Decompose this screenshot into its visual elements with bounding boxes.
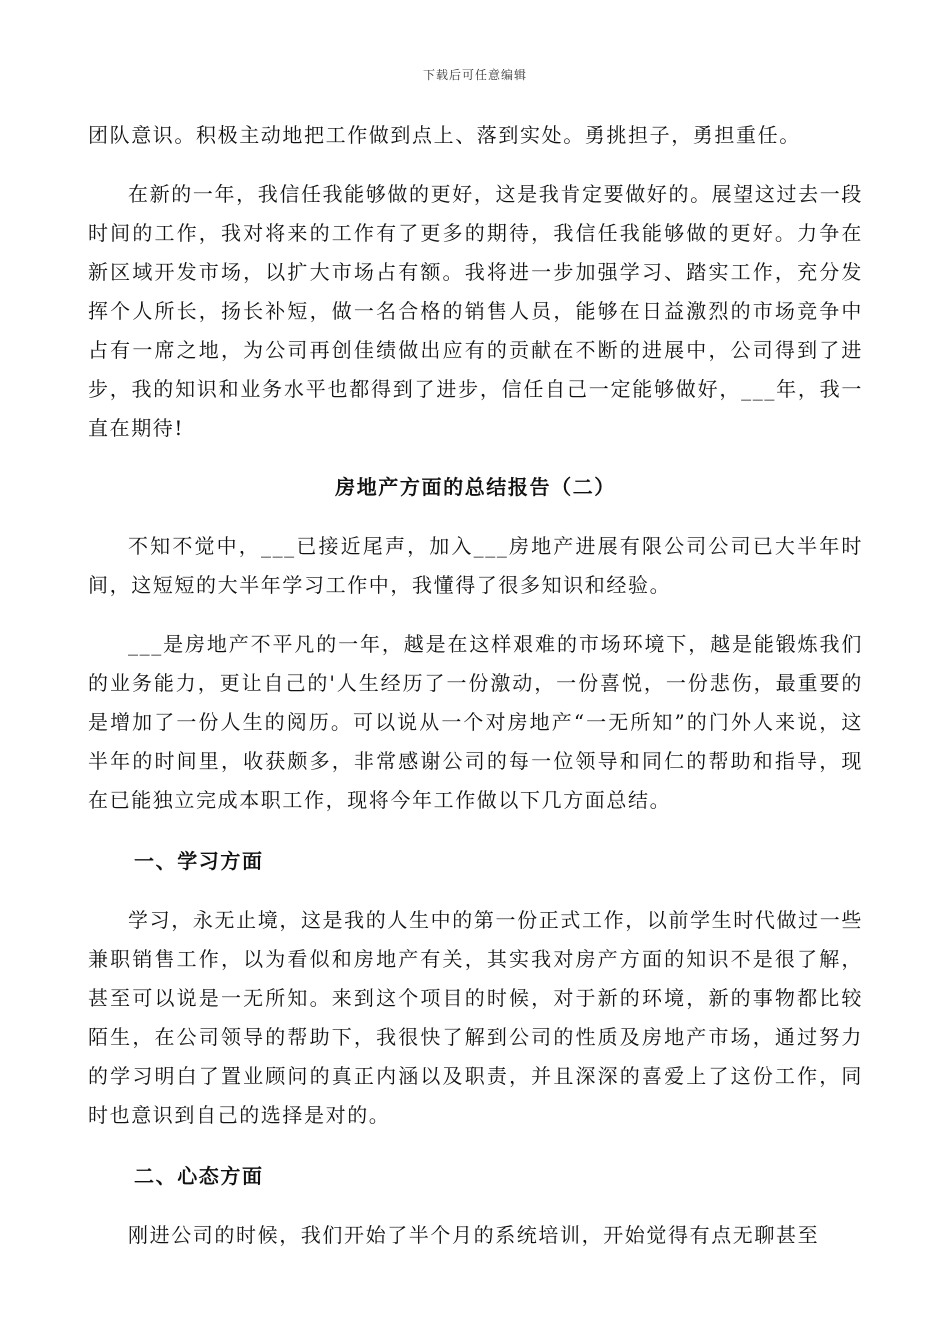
paragraph-new-year: 在新的一年，我信任我能够做的更好，这是我肯定要做好的。展望这过去一段时间的工作，我对将来的工作有了更多的期待，我信任我能够做的更好。力争在新区域开发市场，以扩大市场占有额。我将进一步加强学习、踏实工作，充分发挥个人所长，扬长补短，做一名合格的销售人员，能够在日益激烈的市场竞争中占有一席之地，为公司再创佳绩做出应有的贡献在不断的进展中，公司得到了进步，我的知识和业务水平也都得到了进步，信任自己一定能够做好，___年，我一直在期待! [88, 182, 863, 440]
paragraph-year-review: ___是房地产不平凡的一年，越是在这样艰难的市场环境下，越是能锻炼我们的业务能力，更让自己的'人生经历了一份激动，一份喜悦，一份悲伤，最重要的是增加了一份人生的阅历。可以说从一个对房地产“一无所知”的门外人来说，这半年的时间里，收获颇多，非常感谢公司的每一位领导和同仁的帮助和指导，现在已能独立完成本职工作，现将今年工作做以下几方面总结。 [88, 632, 863, 812]
paragraph-intro: 不知不觉中，___已接近尾声，加入___房地产进展有限公司公司已大半年时间，这短短的大半年学习工作中，我懂得了很多知识和经验。 [88, 534, 863, 597]
paragraph-study: 学习，永无止境，这是我的人生中的第一份正式工作，以前学生时代做过一些兼职销售工作，以为看似和房地产有关，其实我对房产方面的知识不是很了解，甚至可以说是一无所知。来到这个项目的时候，对于新的环境，新的事物都比较陌生，在公司领导的帮助下，我很快了解到公司的性质及房地产市场，通过努力的学习明白了置业顾问的真正内涵以及职责，并且深深的喜爱上了这份工作，同时也意识到自己的选择是对的。 [88, 908, 863, 1127]
document-body [88, 116, 863, 1255]
paragraph-mindset: 刚进公司的时候，我们开始了半个月的系统培训，开始觉得有点无聊甚至 [128, 1223, 820, 1247]
report-title: 房地产方面的总结报告（二） [335, 475, 616, 499]
section-heading-mindset: 二、心态方面 [134, 1164, 264, 1188]
paragraph-continuation: 团队意识。积极主动地把工作做到点上、落到实处。勇挑担子，勇担重任。 [88, 123, 801, 147]
section-heading-study: 一、学习方面 [134, 849, 264, 873]
page-header-note: 下载后可任意编辑 [422, 68, 527, 82]
